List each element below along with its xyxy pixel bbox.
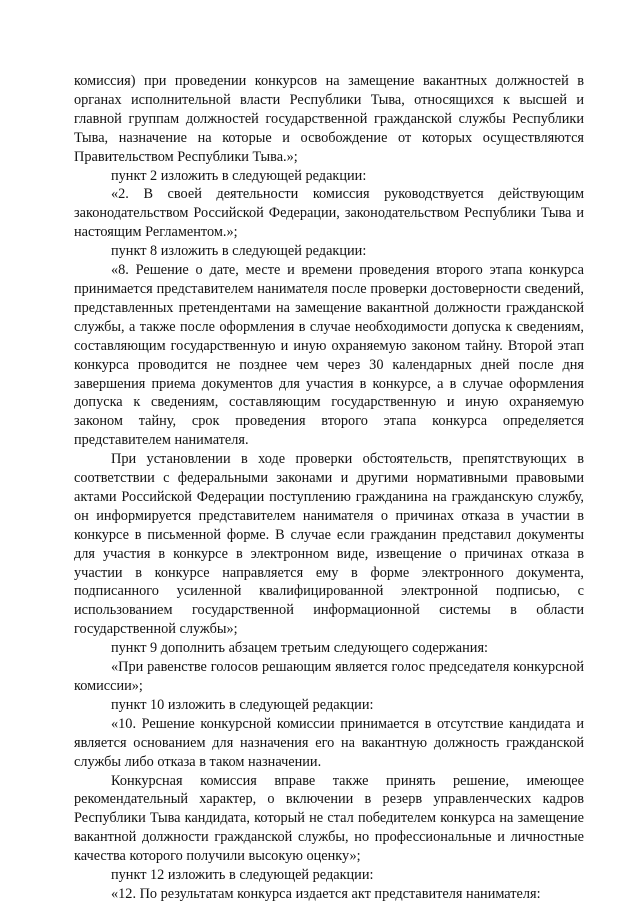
paragraph-3: «2. В своей деятельности комиссия руководствуется действующим законодательством Российской Федерации, законодательством Республики Тыва и настоящим Регламентом.»;: [74, 186, 584, 241]
paragraph-13: «12. По результатам конкурса издается акт представителя нанимателя:: [111, 885, 541, 902]
paragraph-7: пункт 9 дополнить абзацем третьим следующего содержания:: [111, 640, 489, 657]
paragraph-5: «8. Решение о дате, месте и времени проведения второго этапа конкурса принимается представителем нанимателя после проверки достоверности сведений, представленных претендентами на замещение вакантной должности гражданской службы, а также после оформления в случае необходимости допуска к сведениям, составляющим государственную и иную охраняемую законом тайну. Второй этап конкурса проводится не позднее чем через 30 календарных дней после дня завершения приема документов для участия в конкурсе, а в случае оформления допуска к сведениям, составляющим государственную и иную охраняемую законом тайну, срок проведения второго этапа конкурса определяется представителем нанимателя.: [74, 262, 584, 449]
paragraph-12: пункт 12 изложить в следующей редакции:: [111, 867, 374, 884]
paragraph-4: пункт 8 изложить в следующей редакции:: [111, 243, 367, 260]
paragraph-8: «При равенстве голосов решающим является голос председателя конкурсной комиссии»;: [74, 659, 584, 694]
paragraph-6: При установлении в ходе проверки обстоятельств, препятствующих в соответствии с федеральными законами и другими нормативными правовыми актами Российской Федерации поступлению гражданина на гражданскую службу, он информируется представителем нанимателя о причинах отказа в участии в конкурсе в письменной форме. В случае если гражданин представил документы для участия в конкурсе в электронном виде, извещение о причинах отказа в участии в конкурсе направляется ему в форме электронного документа, подписанного усиленной квалифицированной электронной подписью, с использованием государственной информационной системы в области государственной службы»;: [74, 451, 584, 638]
paragraph-11: Конкурсная комиссия вправе также принять решение, имеющее рекомендательный характер, о включении в резерв управленческих кадров Республики Тыва кандидата, который не стал победителем конкурса на замещение вакантной должности гражданской службы, но профессиональные и личностные качества которого получили высокую оценку»;: [74, 772, 584, 865]
document-page: [74, 72, 584, 904]
paragraph-1: комиссия) при проведении конкурсов на замещение вакантных должностей в органах исполнительной власти Республики Тыва, относящихся к высшей и главной группам должностей государственной гражданской службы Республики Тыва, назначение на которые и освобождение от которых осуществляются Правительством Республики Тыва.»;: [74, 73, 584, 165]
paragraph-2: пункт 2 изложить в следующей редакции:: [111, 167, 367, 184]
paragraph-10: «10. Решение конкурсной комиссии принимается в отсутствие кандидата и является основанием для назначения его на вакантную должность гражданской службы либо отказа в таком назначении.: [74, 715, 584, 770]
paragraph-9: пункт 10 изложить в следующей редакции:: [111, 696, 374, 713]
